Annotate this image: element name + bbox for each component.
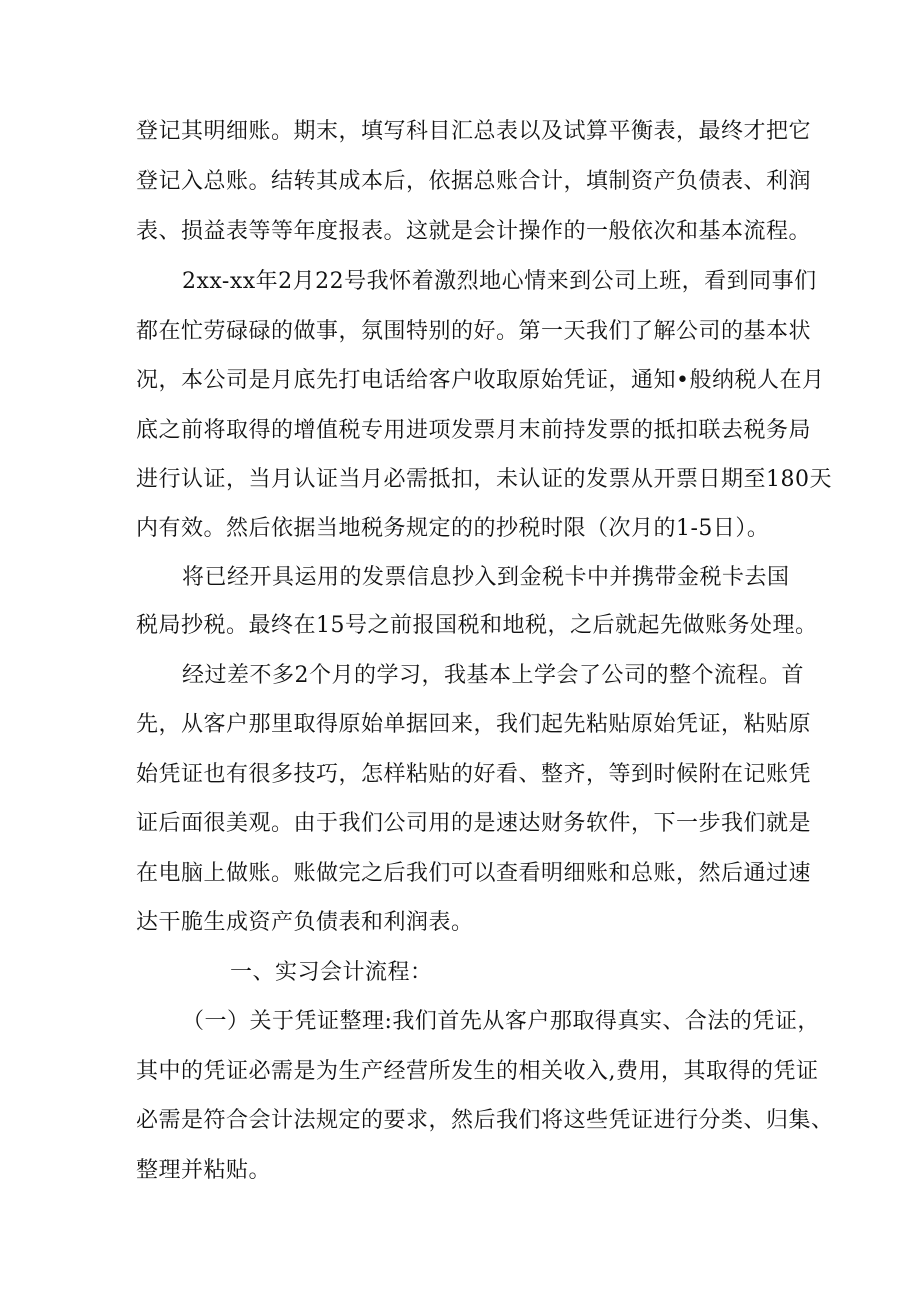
section-heading: 一、实习会计流程： [230, 960, 433, 985]
text-line: （一）关于凭证整理:我们首先从客户那取得真实、合法的凭证， [182, 1009, 820, 1034]
text-line: 况，本公司是月底先打电话给客户收取原始凭证，通知•般纳税人在月 [136, 368, 825, 393]
text-line: 其中的凭证必需是为生产经营所发生的相关收入,费用，其取得的凭证 [136, 1059, 819, 1084]
text-line: 表、损益表等等年度报表。这就是会计操作的一般依次和基本流程。 [136, 219, 812, 244]
text-line: 必需是符合会计法规定的要求，然后我们将这些凭证进行分类、归集、 [136, 1108, 834, 1133]
text-line: 登记其明细账。期末，填写科目汇总表以及试算平衡表，最终才把它 [136, 119, 812, 144]
text-line: 底之前将取得的增值税专用进项发票月末前持发票的抵扣联去税务局 [136, 418, 812, 443]
text-line: 始凭证也有很多技巧，怎样粘贴的好看、整齐，等到时候附在记账凭 [136, 762, 812, 787]
text-line: 证后面很美观。由于我们公司用的是速达财务软件，下一步我们就是 [136, 811, 812, 836]
text-line: 税局抄税。最终在15号之前报国税和地税，之后就起先做账务处理。 [136, 613, 818, 638]
text-line: 将已经开具运用的发票信息抄入到金税卡中并携带金税卡去国 [182, 565, 790, 590]
text-line: 进行认证，当月认证当月必需抵扣，未认证的发票从开票日期至180天 [136, 467, 832, 492]
text-line: 都在忙劳碌碌的做事，氛围特别的好。第一天我们了解公司的基本状 [136, 319, 812, 344]
text-line: 2xx-xx年2月22号我怀着激烈地心情来到公司上班，看到同事们 [182, 269, 817, 294]
text-line: 达干脆生成资产负债表和利润表。 [136, 910, 474, 935]
text-line: 先，从客户那里取得原始单据回来，我们起先粘贴原始凭证，粘贴原 [136, 712, 812, 737]
text-line: 内有效。然后依据当地税务规定的的抄税时限（次月的1-5日）。 [136, 516, 770, 541]
text-line: 整理并粘贴。 [136, 1158, 272, 1183]
text-line: 经过差不多2个月的学习，我基本上学会了公司的整个流程。首 [182, 663, 804, 688]
text-line: 在电脑上做账。账做完之后我们可以查看明细账和总账，然后通过速 [136, 861, 812, 886]
text-line: 登记入总账。结转其成本后，依据总账合计，填制资产负债表、利润 [136, 169, 812, 194]
